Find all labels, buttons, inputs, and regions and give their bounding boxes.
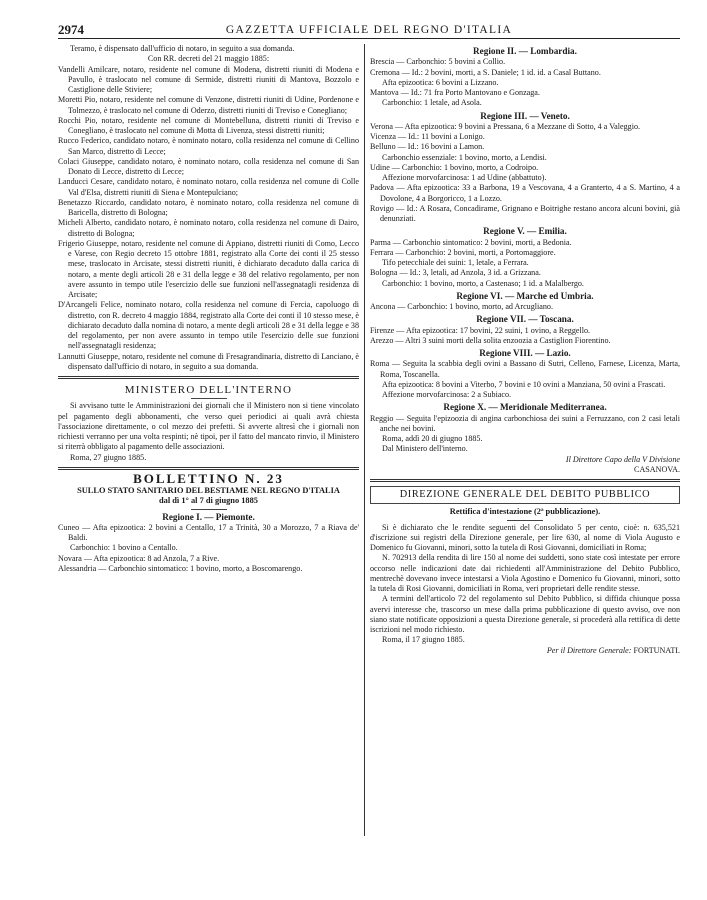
signature-name: CASANOVA.: [634, 464, 680, 474]
decree-line: Con RR. decreti del 21 maggio 1885:: [147, 54, 270, 64]
report-line: Vicenza — Id.: 11 bovini a Lonigo.: [370, 132, 485, 141]
report-line: Ferrara — Carbonchio: 2 bovini, morti, a Portomaggiore.: [370, 247, 556, 257]
report-line: Parma — Carbonchio sintomatico: 2 bovini, morti, a Bedonia.: [370, 237, 572, 247]
report-line: Bologna — Id.: 3, letali, ad Anzola, 3 id. a Grizzana.: [370, 268, 541, 278]
page-number: 2974: [58, 22, 84, 37]
report-line: Carbonchio: 1 letale, ad Asola.: [382, 98, 482, 108]
report-line: Carbonchio: 1 bovino a Centallo.: [70, 543, 178, 553]
report-line: Afta epizootica: 6 bovini a Lizzano.: [382, 77, 499, 87]
decree-entry: Moretti Pio, notaro, residente nel comune di Venzone, distretti riuniti di Udine, Pordenone e Tolmezzo, è traslocato nel comune di Oderzo, distretti riuniti di Treviso e Conegliano;: [58, 95, 359, 115]
decree-entry: Micheli Alberto, candidato notaro, è nominato notaro, colla residenza nel comune di Dairo, distretto di Bologna;: [58, 218, 359, 238]
region-heading: Regione V. — Emilia.: [483, 226, 567, 237]
report-line: Udine — Carbonchio: 1 bovino, morto, a Codroipo.: [370, 162, 539, 172]
report-line: Belluno — Id.: 16 bovini a Lamon.: [370, 142, 485, 152]
debito-title: DIREZIONE GENERALE DEL DEBITO PUBBLICO: [370, 486, 680, 504]
report-line: Carbonchio: 1 bovino, morto, a Castenaso; 1 id. a Malalbergo.: [382, 278, 584, 288]
debito-paragraph: A termini dell'articolo 72 del regolamento sul Debito Pubblico, si diffida chiunque possa avervi interesse che, trascorso un mese dalla prima pubblicazione di questo avviso, ove non siano state notificate opposizioni a questa Direzione generale, si procederà alla rettifica di dette iscrizioni nel modo richiesto.: [370, 594, 680, 634]
bollettino-title: BOLLETTINO N. 23: [133, 470, 284, 486]
report-line: Roma — Seguita la scabbia degli ovini a Bassano di Sutri, Celleno, Farnese, Licenza, Marta, Roma, Toscanella.: [370, 359, 680, 379]
short-rule: [191, 509, 227, 510]
region-heading: Regione VIII. — Lazio.: [479, 348, 571, 358]
decree-entry: Rucco Federico, candidato notaro, è nominato notaro, colla residenza nel comune di Cellino San Marco, distretto di Lecce;: [58, 136, 359, 156]
region-heading: Regione VII. — Toscana.: [476, 314, 574, 325]
section-divider: [58, 467, 359, 470]
bollettino-period: dal dì 1° al 7 di giugno 1885: [159, 496, 258, 506]
decree-entry: D'Arcangeli Felice, nominato notaro, colla residenza nel comune di Fercia, capoluogo di distretto, con R. decreto 4 maggio 1884, registrato alla Corte dei conti il 10 stesso mese, è dichiarato decaduto dalla nomina di notaro, a mente degli articoli 28 e 31 della legge e 38 del regolamento, per non avere assunto in tempo utile l'esercizio delle sue funzioni nell'assegnatagli residenza;: [58, 300, 359, 351]
decree-entry: Landucci Cesare, candidato notaro, è nominato notaro, colla residenza nel comune di Colle Val d'Elsa, distretti riuniti di Siena e Montepulciano;: [58, 177, 359, 197]
report-line: Carbonchio essenziale: 1 bovino, morto, a Lendisi.: [382, 152, 547, 162]
newspaper-title: GAZZETTA UFFICIALE DEL REGNO D'ITALIA: [225, 24, 513, 36]
closing-date: Roma, addì 20 di giugno 1885.: [382, 434, 483, 443]
debito-paragraph: N. 702913 della rendita di lire 150 al nome dei suddetti, sono state così intestate per errore occorso nelle indicazioni date dai richiedenti all'Amministrazione del Debito Pubblico, mentrechè dovevano invece intestarsi a Viola Agostino e Domenico fu Giovanni, minori, sotto la tutela di Rosi Giovanni, domiciliati in Roma, veri proprietari delle rendite stesse.: [370, 553, 680, 593]
decree-entry: Rocchi Pio, notaro, residente nel comune di Montebelluna, distretti riuniti di Treviso e Conegliano, è traslocato nel comune di Motta di Livenza, stessi distretti riuniti;: [58, 115, 359, 135]
ministero-title: MINISTERO DELL'INTERNO: [124, 384, 293, 396]
report-line: Novara — Afta epizootica: 8 ad Anzola, 7 a Rive.: [58, 553, 220, 563]
decree-entry: Frigerio Giuseppe, notaro, residente nel comune di Appiano, distretti riuniti di Como, Lecco e Varese, con Regio decreto 15 ottobre 1881, registrato alla Corte dei conti il 25 stesso mese, traslocato in Arcisate, stessi distretti riuniti, è dichiarato decaduto dalla carica di notaro, a mente degli articoli 28 e 31 della legge e 38 del relativo regolamento, per non avere assunto in tempo utile l'esercizio delle sue funzioni nell'assegnatagli residenza di Arcisate;: [58, 238, 359, 299]
bollettino-subtitle: SULLO STATO SANITARIO DEL BESTIAME NEL REGNO D'ITALIA: [77, 486, 340, 495]
left-column: [58, 44, 359, 574]
opening-text: Teramo, è dispensato dall'ufficio di notaro, in seguito a sua domanda.: [70, 44, 295, 53]
region-heading: Regione X. — Meridionale Mediterranea.: [443, 402, 607, 413]
debito-date: Roma, il 17 giugno 1885.: [382, 635, 465, 645]
right-column: [370, 44, 680, 656]
report-line: Afta epizootica: 8 bovini a Viterbo, 7 bovini e 10 ovini a Manziana, 50 ovini a Frascati.: [382, 379, 666, 389]
decree-entry: Vandelli Amilcare, notaro, residente nel comune di Modena, distretti riuniti di Modena e Pavullo, è traslocato nel comune di Sermide, distretti riuniti di Mantova, Bozzolo e Castiglione delle Stiviere;: [58, 64, 359, 94]
short-rule: [191, 398, 227, 399]
signature-role: Il Direttore Capo della V Divisione: [565, 454, 680, 464]
report-line: Cremona — Id.: 2 bovini, morti, a S. Daniele; 1 id. id. a Casal Buttano.: [370, 67, 601, 77]
column-divider: [364, 44, 365, 836]
debito-paragraph: Si è dichiarato che le rendite seguenti del Consolidato 5 per cento, cioè: n. 635,521 d'iscrizione sui registri della Direzione generale, per lire 630, al nome di Viola Augusto e Domenico fu Giovanni, minori, sotto la tutela di Rosi Giovanni, domiciliati in Roma;: [370, 522, 680, 552]
page-header: [58, 22, 680, 39]
debito-subtitle: Rettifica d'intestazione (2ª pubblicazione).: [449, 507, 601, 517]
report-line: Mantova — Id.: 71 fra Porto Mantovano e Gonzaga.: [370, 88, 540, 97]
closing-from: Dal Ministero dell'interno.: [382, 444, 468, 454]
report-line: Verona — Afta epizootica: 9 bovini a Pressana, 6 a Mezzane di Sotto, 4 a Valeggio.: [370, 121, 641, 131]
report-line: Brescia — Carbonchio: 5 bovini a Collio.: [370, 57, 506, 67]
report-line: Firenze — Afta epizootica: 17 bovini, 22 suini, 1 ovino, a Reggello.: [370, 325, 591, 335]
region-heading: Regione III. — Veneto.: [480, 110, 570, 121]
short-rule: [507, 520, 543, 521]
report-line: Reggio — Seguita l'epizoozia di angina carbonchiosa dei suini a Ferruzzano, con 2 casi letali anche nei bovini.: [370, 413, 680, 433]
decree-entry: Benetazzo Riccardo, candidato notaro, è nominato notaro, colla residenza nel comune di Baricella, distretto di Bologna;: [58, 197, 359, 217]
report-line: Tifo petecchiale dei suini: 1, letale, a Ferrara.: [382, 258, 529, 267]
report-line: Alessandria — Carbonchio sintomatico: 1 bovino, morto, a Boscomarengo.: [58, 563, 303, 573]
debito-signature: [370, 646, 680, 656]
report-line: Padova — Afta epizootica: 33 a Barbona, 19 a Vescovana, 4 a Granterto, 4 a S. Martino, 4 a Dovolone, 4 a Borgoricco, 1 a Lozzo.: [370, 183, 680, 203]
debito-sign-name: FORTUNATI.: [633, 645, 680, 655]
decree-entry: Lannutti Giuseppe, notaro, residente nel comune di Fresagrandinaria, distretto di Lanciano, è dispensato dall'ufficio di notaro, in seguito a sua domanda.: [58, 351, 359, 371]
region-heading: Regione I. — Piemonte.: [162, 511, 255, 522]
section-divider: [370, 479, 680, 482]
report-line: Affezione morvofarcinosa: 2 a Subiaco.: [382, 390, 512, 399]
report-line: Arezzo — Altri 3 suini morti della solita enzoozia a Castiglion Fiorentino.: [370, 335, 611, 345]
debito-sign-role: Per il Direttore Generale:: [546, 645, 632, 655]
ministero-date: Roma, 27 giugno 1885.: [70, 452, 147, 462]
section-divider: [58, 376, 359, 379]
ministero-text: Si avvisano tutte le Amministrazioni dei giornali che il Ministero non si tiene vincolato pel pagamento degli abbonamenti, che verso quei periodici ai quali avrà chiesta l'associazione direttamente, o col mezzo dei prefetti. Si avverte altresì che i giornali non richiesti verranno per una volta respinti; nè tipoi, per il fatto del mancato rinvio, il Ministero si riterrà obbligato al pagamento delle associazioni.: [58, 401, 359, 452]
report-line: Rovigo — Id.: A Rosara, Concadirame, Grignano e Boitrighe restano ancora alcuni bovini, già denunziati.: [370, 203, 680, 223]
decree-entry: Colaci Giuseppe, candidato notaro, è nominato notaro, colla residenza nel comune di San Donato di Lecce, distretto di Lecce;: [58, 156, 359, 176]
report-line: Ancona — Carbonchio: 1 bovino, morto, ad Arcugliano.: [370, 302, 553, 311]
region-heading: Regione II. — Lombardia.: [473, 46, 577, 56]
region-heading: Regione VI. — Marche ed Umbria.: [456, 290, 594, 301]
report-line: Cuneo — Afta epizootica: 2 bovini a Centallo, 17 a Trinità, 30 a Morozzo, 7 a Riava de' Baldi.: [58, 522, 359, 542]
report-line: Affezione morvofarcinosa: 1 ad Udine (abbattuto).: [382, 173, 547, 182]
